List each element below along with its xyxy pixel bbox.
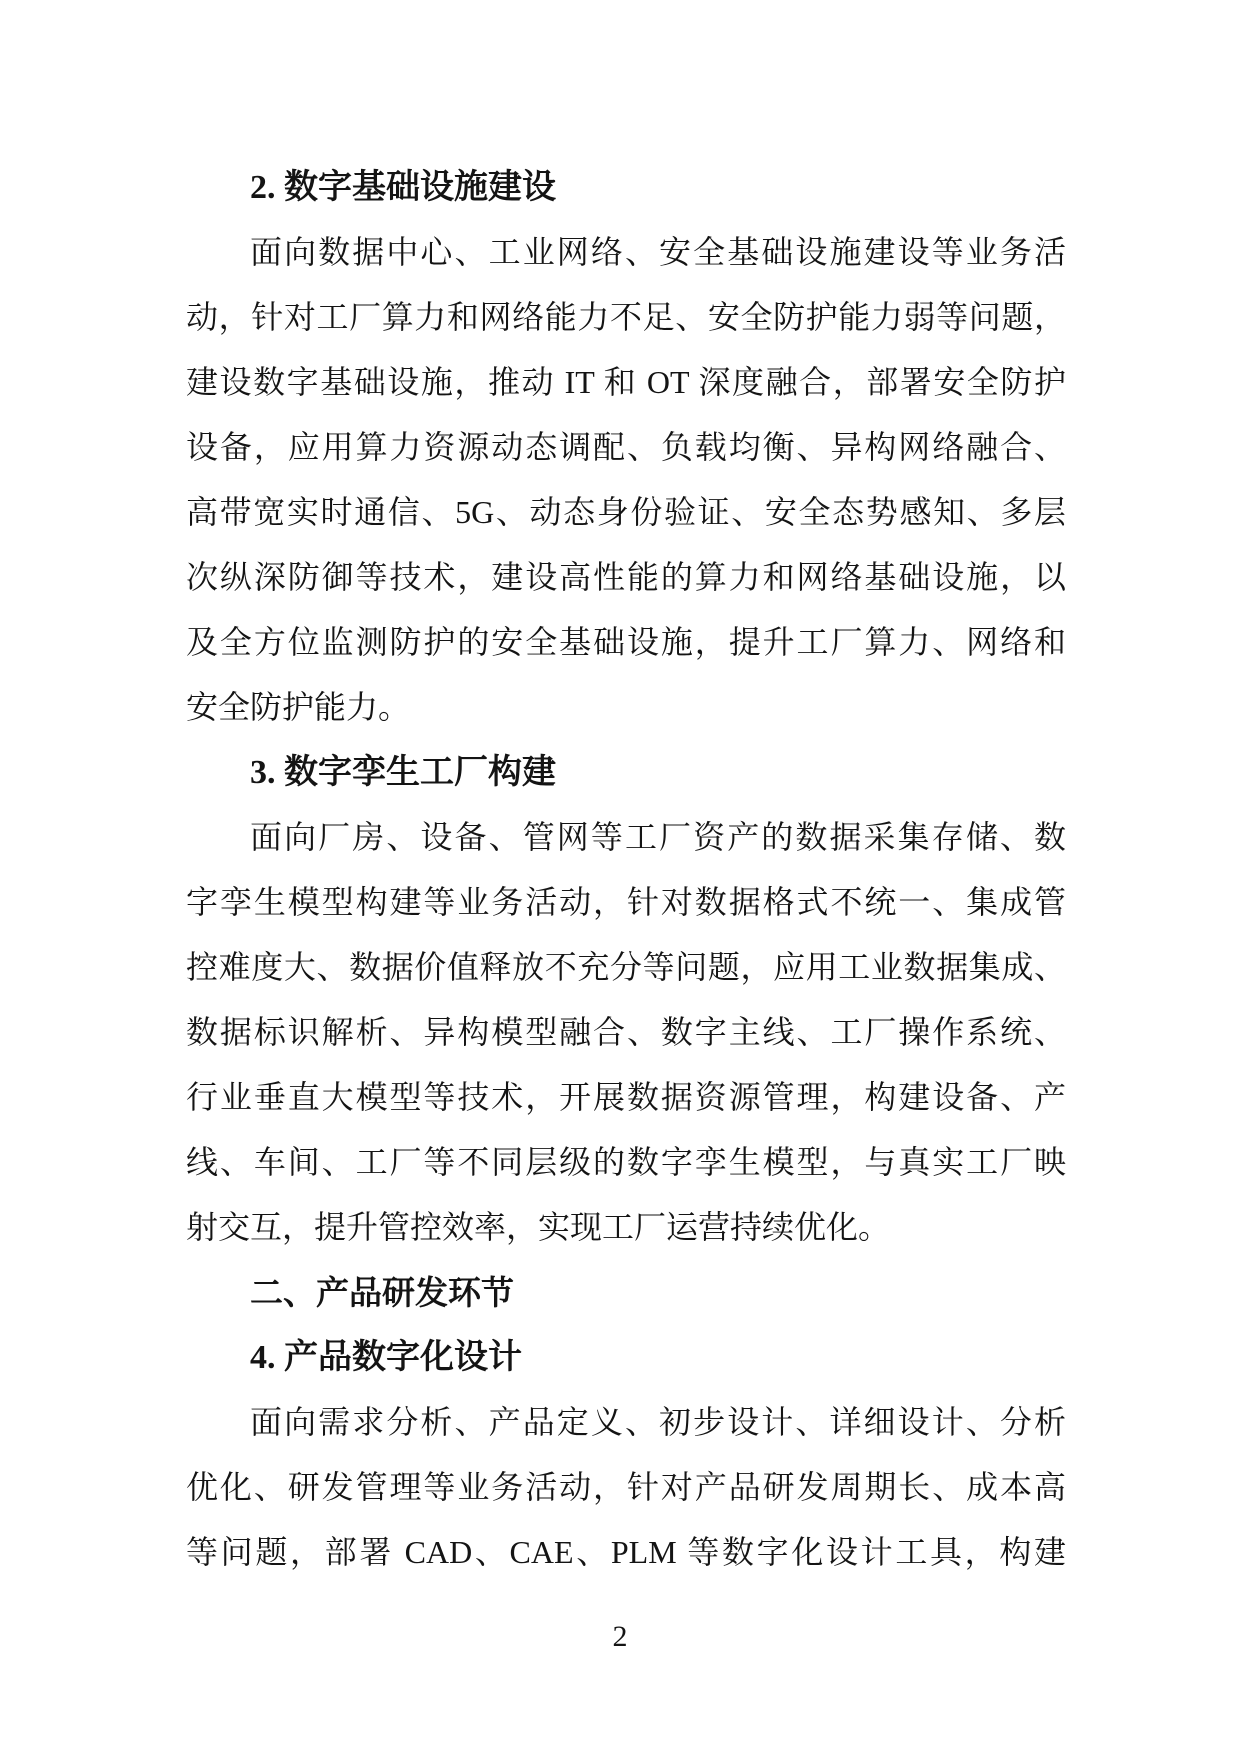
paragraph-3-line: 等问题，部署 CAD、CAE、PLM 等数字化设计工具，构建: [186, 1534, 1066, 1570]
paragraph-1-line: 动，针对工厂算力和网络能力不足、安全防护能力弱等问题，: [186, 299, 1066, 335]
paragraph-1-line: 设备，应用算力资源动态调配、负载均衡、异构网络融合、: [186, 429, 1066, 465]
paragraph-3-line: 面向需求分析、产品定义、初步设计、详细设计、分析: [250, 1404, 1066, 1440]
paragraph-2-line: 数据标识解析、异构模型融合、数字主线、工厂操作系统、: [186, 1014, 1066, 1050]
paragraph-1-line: 安全防护能力。: [186, 689, 411, 725]
paragraph-2-line: 射交互，提升管控效率，实现工厂运营持续优化。: [186, 1209, 891, 1245]
paragraph-2-line: 行业垂直大模型等技术，开展数据资源管理，构建设备、产: [186, 1079, 1066, 1115]
paragraph-1-line: 建设数字基础设施，推动 IT 和 OT 深度融合，部署安全防护: [186, 364, 1066, 400]
paragraph-2-line: 字孪生模型构建等业务活动，针对数据格式不统一、集成管: [186, 884, 1066, 920]
paragraph-2-line: 线、车间、工厂等不同层级的数字孪生模型，与真实工厂映: [186, 1144, 1066, 1180]
paragraph-1-line: 高带宽实时通信、5G、动态身份验证、安全态势感知、多层: [186, 494, 1066, 530]
page-number: 2: [612, 1620, 628, 1653]
paragraph-1-line: 面向数据中心、工业网络、安全基础设施建设等业务活: [250, 234, 1066, 270]
heading-digital-twin-factory: 3. 数字孪生工厂构建: [250, 754, 556, 791]
section-heading-product-rnd: 二、产品研发环节: [250, 1274, 514, 1311]
paragraph-3-line: 优化、研发管理等业务活动，针对产品研发周期长、成本高: [186, 1469, 1066, 1505]
paragraph-2-line: 控难度大、数据价值释放不充分等问题，应用工业数据集成、: [186, 949, 1066, 985]
paragraph-1-line: 次纵深防御等技术，建设高性能的算力和网络基础设施，以: [186, 559, 1066, 595]
paragraph-1-line: 及全方位监测防护的安全基础设施，提升工厂算力、网络和: [186, 624, 1066, 660]
heading-product-digital-design: 4. 产品数字化设计: [250, 1339, 522, 1376]
document-body: [186, 155, 1066, 1585]
paragraph-2-line: 面向厂房、设备、管网等工厂资产的数据采集存储、数: [250, 819, 1066, 855]
heading-digital-infrastructure: 2. 数字基础设施建设: [250, 169, 556, 206]
